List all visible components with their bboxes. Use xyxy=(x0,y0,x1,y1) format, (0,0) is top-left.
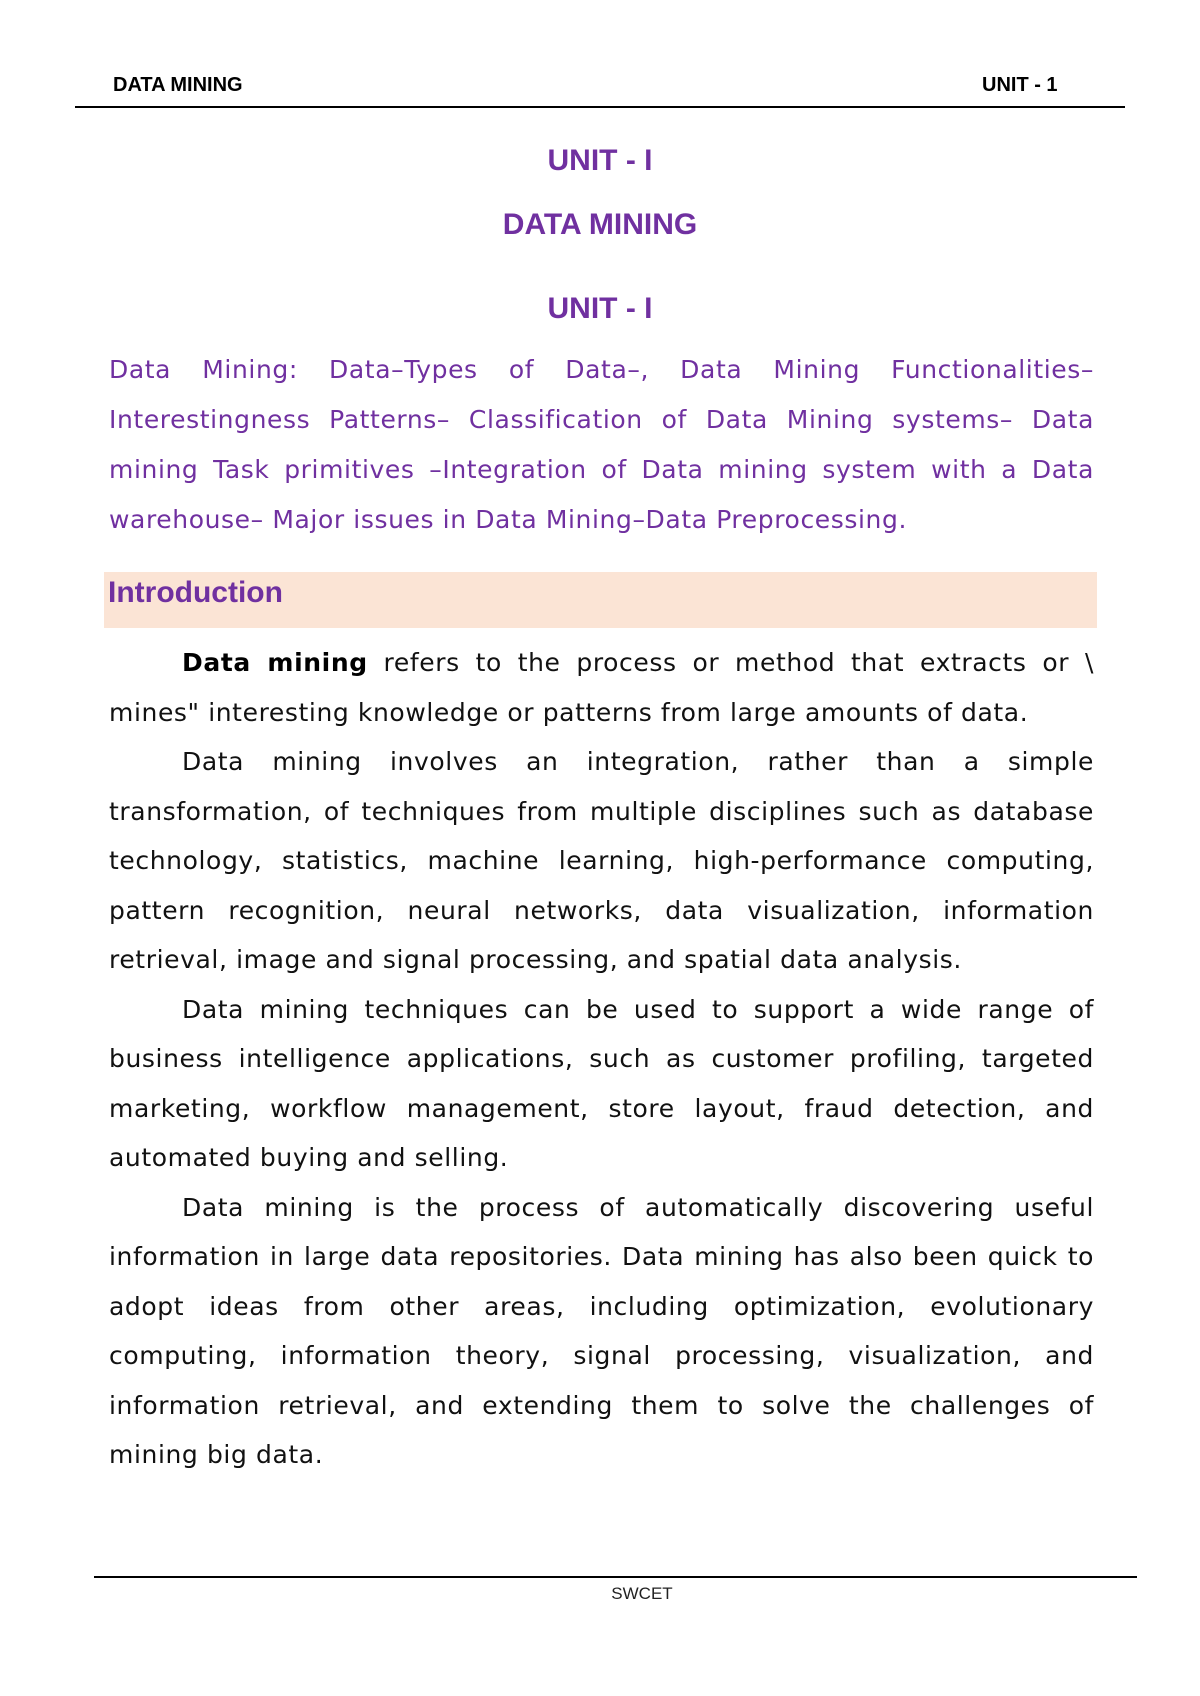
paragraph-4: Data mining is the process of automatically discovering useful information in large data repositories. Data mining has also been quick to adopt ideas from other areas, including optimization, evolutionary computing, information theory, signal processing, visualization, and information retrieval, and extending them to solve the challenges of mining big data. xyxy=(109,1192,1094,1469)
paragraph-3: Data mining techniques can be used to support a wide range of business intelligence applications, such as customer profiling, targeted marketing, workflow management, store layout, fraud detection, and automated buying and selling. xyxy=(109,994,1094,1172)
unit-title-repeat: UNIT - I xyxy=(547,292,653,325)
header-title: DATA MINING xyxy=(113,74,243,96)
body-text xyxy=(109,638,1094,1480)
header-divider xyxy=(75,106,1125,108)
syllabus-text: Data Mining: Data–Types of Data–, Data Mining Functionalities– Interestingness Patterns– Classification of Data Mining systems– Data mining Task primitives –Integration of Data mining system with a Data warehouse– Major issues in Data Mining–Data Preprocessing. xyxy=(109,355,1094,534)
section-heading-box xyxy=(104,572,1097,628)
footer-divider xyxy=(94,1576,1137,1578)
subject-title: DATA MINING xyxy=(502,208,698,241)
unit-title: UNIT - I xyxy=(547,144,653,177)
header-unit: UNIT - 1 xyxy=(982,74,1058,96)
paragraph-1 xyxy=(109,638,1094,737)
section-heading: Introduction xyxy=(108,576,283,609)
paragraph-2: Data mining involves an integration, rather than a simple transformation, of techniques from multiple disciplines such as database technology, statistics, machine learning, high-performance computing, pattern recognition, neural networks, data visualization, information retrieval, image and signal processing, and spatial data analysis. xyxy=(109,747,1094,974)
paragraph-1-text: refers to the process or method that extracts or \ mines" interesting knowledge or patterns from large amounts of data. xyxy=(109,648,1094,727)
paragraph-1-bold-term: Data mining xyxy=(182,648,368,677)
footer-text: SWCET xyxy=(611,1584,673,1603)
